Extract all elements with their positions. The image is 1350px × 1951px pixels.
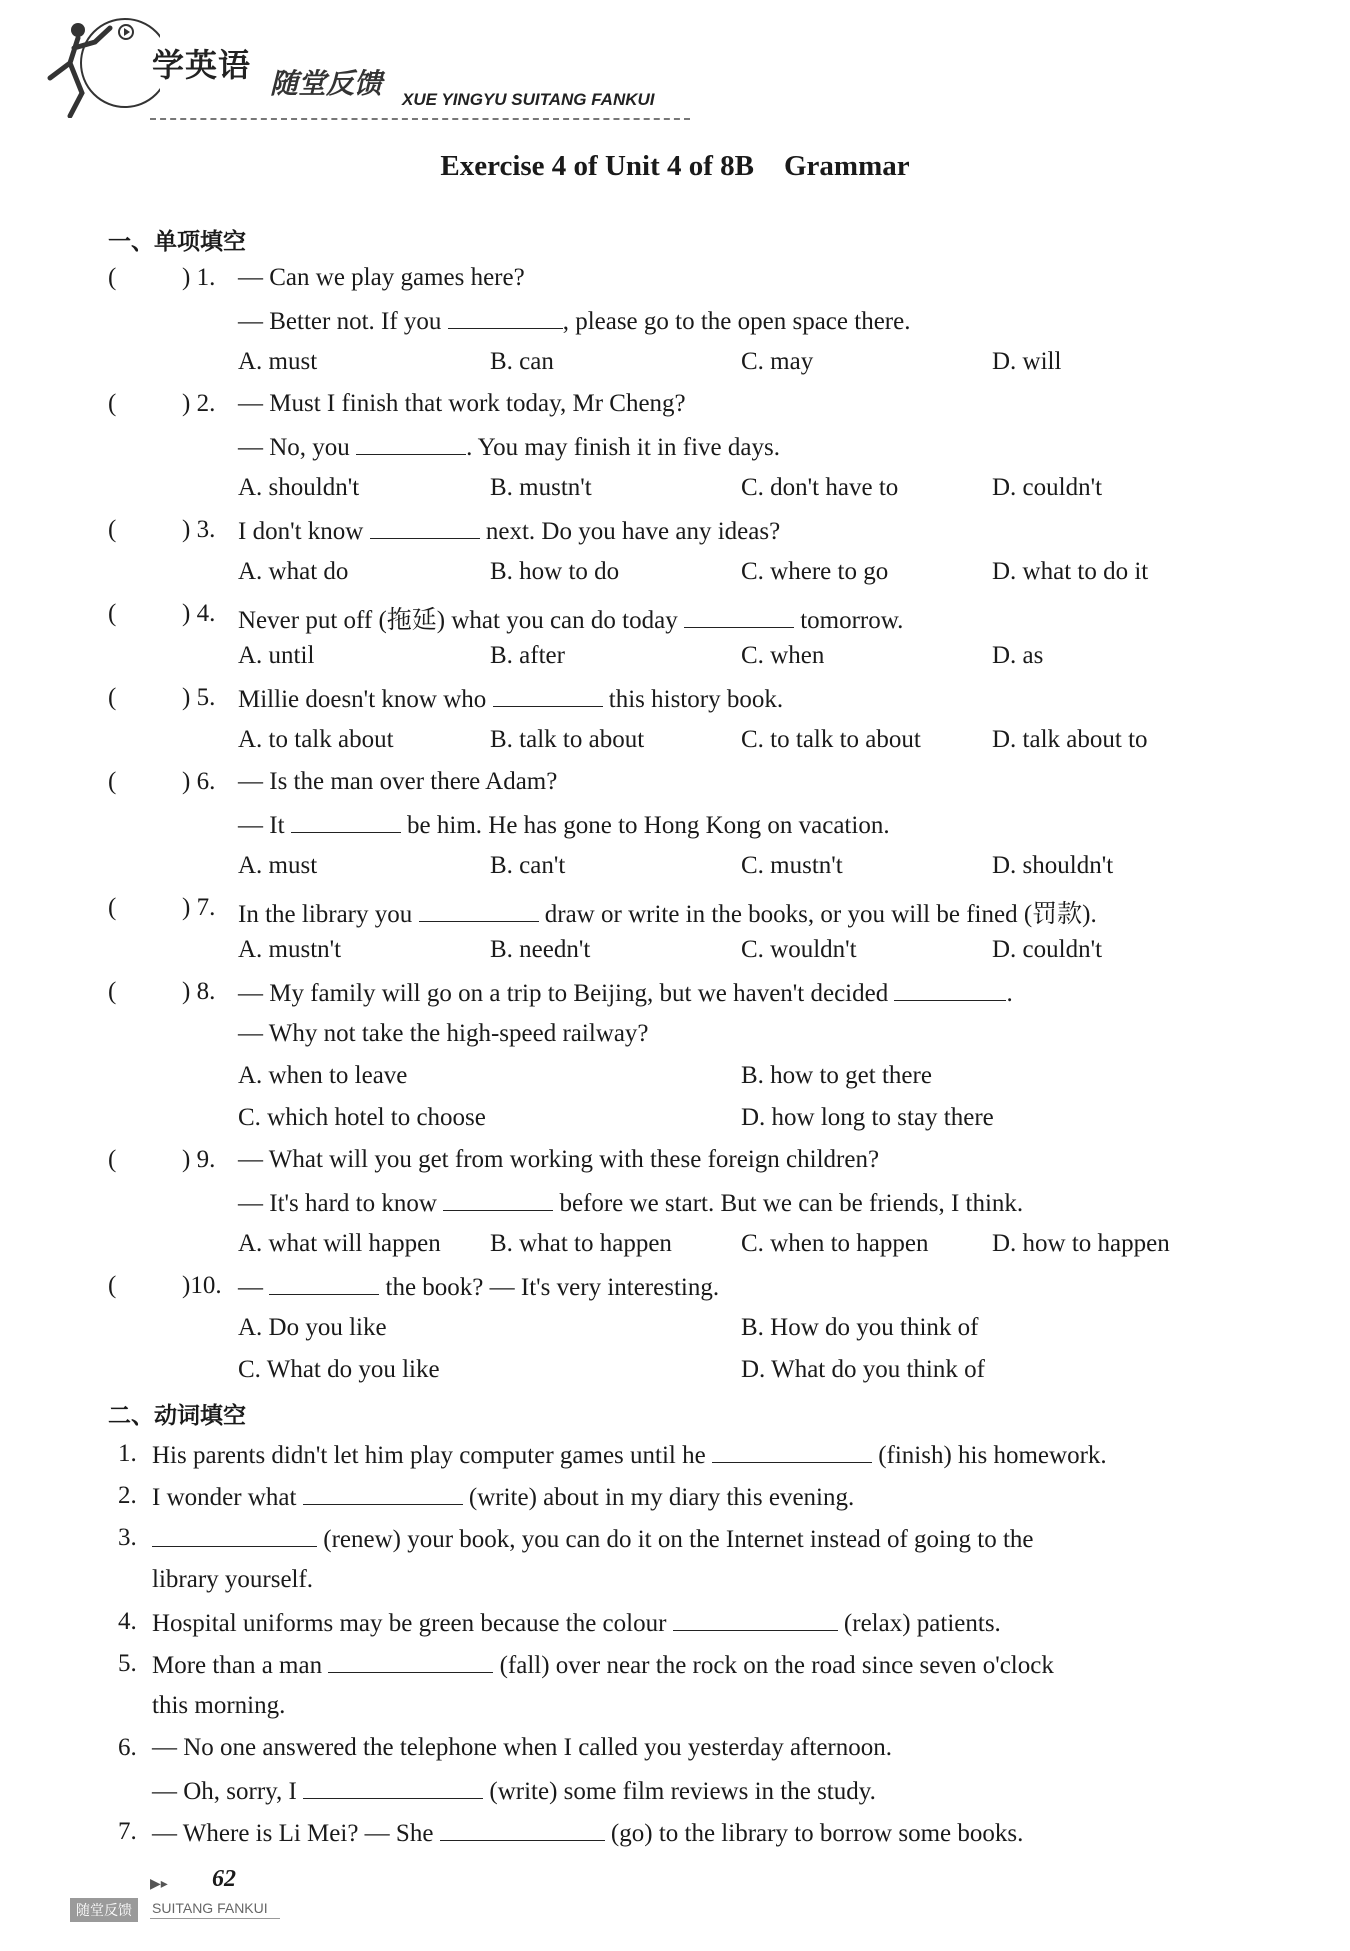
item-line xyxy=(152,1734,892,1762)
option-d[interactable]: D. as xyxy=(992,642,1044,669)
question-text: the book? — It's very interesting. xyxy=(379,1274,720,1301)
question-text: tomorrow. xyxy=(793,607,904,634)
answer-blank[interactable] xyxy=(356,432,466,455)
option-d[interactable]: D. What do you think of xyxy=(741,1356,985,1383)
question-line xyxy=(238,1272,719,1302)
answer-paren[interactable]: ( xyxy=(108,978,117,1005)
answer-blank[interactable] xyxy=(269,1272,379,1295)
option-c[interactable]: C. to talk to about xyxy=(741,726,921,753)
option-c[interactable]: C. What do you like xyxy=(238,1356,440,1383)
answer-blank[interactable] xyxy=(448,306,563,329)
question-line: — Must I finish that work today, Mr Cheng? xyxy=(238,390,686,417)
answer-paren[interactable]: ( xyxy=(108,894,117,921)
item-line xyxy=(152,1482,854,1512)
item-text: His parents didn't let him play computer games until he xyxy=(152,1442,712,1469)
answer-blank[interactable] xyxy=(370,516,480,539)
option-c[interactable]: C. may xyxy=(741,348,814,375)
item-text: (relax) patients. xyxy=(837,1610,1001,1637)
option-a[interactable]: A. mustn't xyxy=(238,936,342,963)
brand-title: 学英语 xyxy=(152,46,252,84)
option-c[interactable]: C. which hotel to choose xyxy=(238,1104,486,1131)
answer-paren[interactable]: ( xyxy=(108,516,117,543)
question-text: draw or write in the books, or you will be fined (罚款). xyxy=(538,901,1097,928)
question-line xyxy=(238,306,910,336)
question-number: ) 5. xyxy=(182,684,216,711)
question-line xyxy=(238,684,783,714)
question-number: ) 3. xyxy=(182,516,216,543)
answer-paren[interactable]: ( xyxy=(108,600,117,627)
question-line xyxy=(238,516,780,546)
question-text: — My family will go on a trip to Beijing, but we haven't decided xyxy=(238,980,895,1007)
answer-blank[interactable] xyxy=(673,1608,838,1631)
item-number: 1. xyxy=(118,1440,137,1467)
question-line xyxy=(238,810,890,840)
option-b[interactable]: B. mustn't xyxy=(490,474,592,501)
answer-blank[interactable] xyxy=(894,978,1006,1001)
question-text: , please go to the open space there. xyxy=(562,308,911,335)
answer-paren[interactable]: ( xyxy=(108,1146,117,1173)
answer-blank[interactable] xyxy=(303,1482,463,1505)
item-text: (write) about in my diary this evening. xyxy=(462,1484,855,1511)
option-a[interactable]: A. to talk about xyxy=(238,726,394,753)
option-d[interactable]: D. what to do it xyxy=(992,558,1149,585)
option-a[interactable]: A. must xyxy=(238,348,318,375)
question-line: — Can we play games here? xyxy=(238,264,525,291)
question-text: — xyxy=(238,1274,270,1301)
item-line xyxy=(152,1650,1054,1680)
footer-divider xyxy=(150,1918,280,1919)
option-b[interactable]: B. how to get there xyxy=(741,1062,932,1089)
item-text: (go) to the library to borrow some books. xyxy=(604,1820,1024,1847)
option-c[interactable]: C. don't have to xyxy=(741,474,899,501)
question-text: . xyxy=(1006,980,1013,1007)
question-line: — What will you get from working with these foreign children? xyxy=(238,1146,880,1173)
item-number: 7. xyxy=(118,1818,137,1845)
item-continuation: this morning. xyxy=(152,1692,286,1719)
item-number: 5. xyxy=(118,1650,137,1677)
item-text: I wonder what xyxy=(152,1484,303,1511)
answer-paren[interactable]: ( xyxy=(108,684,117,711)
question-text: Never put off (拖延) what you can do today xyxy=(238,607,684,634)
option-b[interactable]: B. can't xyxy=(490,852,566,879)
option-a[interactable]: A. until xyxy=(238,642,315,669)
page-title xyxy=(0,150,1350,183)
option-b[interactable]: B. what to happen xyxy=(490,1230,672,1257)
question-text: — It's hard to know xyxy=(238,1190,444,1217)
question-text: — It xyxy=(238,812,291,839)
answer-blank[interactable] xyxy=(440,1818,605,1841)
option-d[interactable]: D. shouldn't xyxy=(992,852,1114,879)
option-a[interactable]: A. what do xyxy=(238,558,349,585)
question-line: — Why not take the high-speed railway? xyxy=(238,1020,649,1047)
answer-paren[interactable]: ( xyxy=(108,768,117,795)
item-text: — Oh, sorry, I xyxy=(152,1778,304,1805)
section-heading-mcq: 一、单项填空 xyxy=(108,229,246,255)
answer-blank[interactable] xyxy=(291,810,401,833)
item-line xyxy=(152,1776,876,1806)
option-b[interactable]: B. needn't xyxy=(490,936,591,963)
option-d[interactable]: D. couldn't xyxy=(992,474,1103,501)
question-line xyxy=(238,1188,1023,1218)
question-number: ) 9. xyxy=(182,1146,216,1173)
item-text: Hospital uniforms may be green because the colour xyxy=(152,1610,673,1637)
option-a[interactable]: A. when to leave xyxy=(238,1062,408,1089)
item-line xyxy=(152,1818,1023,1848)
question-line xyxy=(238,432,780,462)
item-text: — Where is Li Mei? — She xyxy=(152,1820,440,1847)
question-line xyxy=(238,600,903,636)
question-text: — Better not. If you xyxy=(238,308,448,335)
answer-blank[interactable] xyxy=(493,684,603,707)
item-text: (write) some film reviews in the study. xyxy=(483,1778,876,1805)
header-divider xyxy=(150,118,690,120)
option-b[interactable]: B. after xyxy=(490,642,565,669)
question-text: next. Do you have any ideas? xyxy=(479,518,781,545)
question-text: be him. He has gone to Hong Kong on vacation. xyxy=(400,812,890,839)
item-line xyxy=(152,1524,1033,1554)
question-text: — No, you xyxy=(238,434,357,461)
option-b[interactable]: B. How do you think of xyxy=(741,1314,979,1341)
question-line: — Is the man over there Adam? xyxy=(238,768,558,795)
answer-blank[interactable] xyxy=(684,605,794,628)
question-number: ) 4. xyxy=(182,600,216,627)
question-number: ) 6. xyxy=(182,768,216,795)
question-number: ) 7. xyxy=(182,894,216,921)
runner-logo-icon xyxy=(40,18,160,118)
option-c[interactable]: C. when xyxy=(741,642,825,669)
option-a[interactable]: A. must xyxy=(238,852,318,879)
item-text: (fall) over near the rock on the road since seven o'clock xyxy=(493,1652,1054,1679)
option-b[interactable]: B. how to do xyxy=(490,558,620,585)
option-d[interactable]: D. how to happen xyxy=(992,1230,1170,1257)
item-number: 4. xyxy=(118,1608,137,1635)
option-c[interactable]: C. wouldn't xyxy=(741,936,857,963)
option-d[interactable]: D. how long to stay there xyxy=(741,1104,994,1131)
section-heading-verbs: 二、动词填空 xyxy=(108,1403,246,1429)
footer-tag: 随堂反馈 xyxy=(70,1898,138,1922)
brand-subtitle: 随堂反馈 xyxy=(270,67,383,100)
option-a[interactable]: A. Do you like xyxy=(238,1314,387,1341)
answer-blank[interactable] xyxy=(443,1188,553,1211)
item-number: 3. xyxy=(118,1524,137,1551)
item-line xyxy=(152,1608,1001,1638)
page-arrow-icon: ▶▸ xyxy=(150,1876,168,1892)
item-text: More than a man xyxy=(152,1652,329,1679)
item-text: (renew) your book, you can do it on the Internet instead of going to the xyxy=(317,1526,1034,1553)
question-number: ) 2. xyxy=(182,390,216,417)
page-header xyxy=(40,18,660,118)
option-d[interactable]: D. couldn't xyxy=(992,936,1103,963)
option-b[interactable]: B. can xyxy=(490,348,554,375)
brand-latin: XUE YINGYU SUITANG FANKUI xyxy=(402,90,655,109)
question-text: this history book. xyxy=(602,686,784,713)
item-number: 6. xyxy=(118,1734,137,1761)
item-number: 2. xyxy=(118,1482,137,1509)
question-line xyxy=(238,978,1013,1008)
question-number: ) 1. xyxy=(182,264,216,291)
answer-paren[interactable]: ( xyxy=(108,1272,117,1299)
answer-blank[interactable] xyxy=(303,1776,483,1799)
option-c[interactable]: C. when to happen xyxy=(741,1230,929,1257)
question-text: I don't know xyxy=(238,518,370,545)
option-b[interactable]: B. talk to about xyxy=(490,726,645,753)
item-continuation: library yourself. xyxy=(152,1566,314,1593)
answer-blank[interactable] xyxy=(328,1650,493,1673)
option-a[interactable]: A. what will happen xyxy=(238,1230,441,1257)
answer-paren[interactable]: ( xyxy=(108,390,117,417)
option-a[interactable]: A. shouldn't xyxy=(238,474,360,501)
question-text: before we start. But we can be friends, I think. xyxy=(553,1190,1024,1217)
question-text: In the library you xyxy=(238,901,419,928)
item-text: — No one answered the telephone when I called you yesterday afternoon. xyxy=(152,1734,893,1761)
question-number: ) 8. xyxy=(182,978,216,1005)
page-number: 62 xyxy=(212,1866,236,1892)
title-main: Exercise 4 of Unit 4 of 8B xyxy=(440,150,754,182)
question-number: )10. xyxy=(182,1272,222,1299)
answer-paren[interactable]: ( xyxy=(108,264,117,291)
option-c[interactable]: C. where to go xyxy=(741,558,889,585)
option-d[interactable]: D. will xyxy=(992,348,1062,375)
item-text: (finish) his homework. xyxy=(871,1442,1107,1469)
answer-blank[interactable] xyxy=(419,899,539,922)
title-topic: Grammar xyxy=(783,150,910,182)
item-line xyxy=(152,1440,1107,1470)
option-d[interactable]: D. talk about to xyxy=(992,726,1148,753)
answer-blank[interactable] xyxy=(152,1524,317,1547)
answer-blank[interactable] xyxy=(712,1440,872,1463)
question-text: Millie doesn't know who xyxy=(238,686,493,713)
question-line xyxy=(238,894,1097,930)
footer-latin: SUITANG FANKUI xyxy=(152,1900,268,1916)
question-text: . You may finish it in five days. xyxy=(466,434,780,461)
option-c[interactable]: C. mustn't xyxy=(741,852,843,879)
